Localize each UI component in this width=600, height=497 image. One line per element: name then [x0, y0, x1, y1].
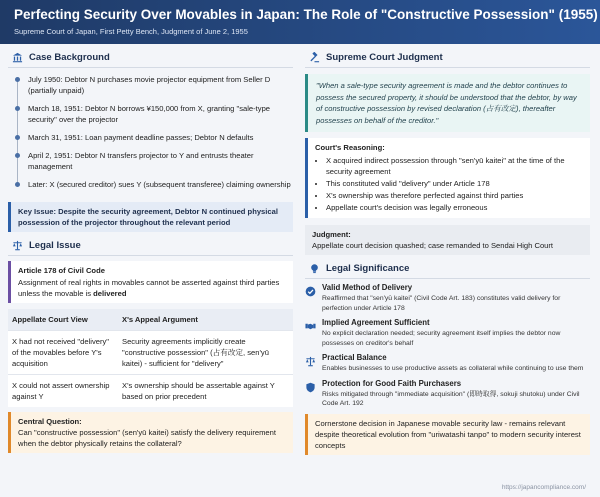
- left-column: [8, 52, 293, 453]
- central-question-box: [8, 412, 293, 453]
- legal-issue-title: Legal Issue: [29, 240, 81, 251]
- scales-icon: [12, 240, 23, 251]
- judgment-heading: [305, 52, 590, 68]
- cornerstone-box: Cornerstone decision in Japanese movable security law - remains relevant despite theoretical evolution from "uriwatashi tanpo" to modern security interest concepts: [305, 414, 590, 455]
- judgment-quote: "When a sale-type security agreement is made and the debtor continues to possess the secured property, it should be understood that the debtor, by way of constructive possession by revised declaration (占有改定), thereafter possesses on behalf of the creditor.": [305, 74, 590, 132]
- page-title: Perfecting Security Over Movables in Japan: The Role of "Constructive Possession" (1955): [14, 7, 598, 22]
- significance-item-desc: No explicit declaration needed; security agreement itself implies the debtor now possesses on creditor's behalf: [322, 330, 561, 347]
- timeline-item: April 2, 1951: Debtor N transfers projector to Y and entrusts theater management: [28, 150, 293, 172]
- page-subtitle: Supreme Court of Japan, First Petty Bench, Judgment of June 2, 1955: [14, 27, 248, 36]
- list-item: • X's ownership was therefore perfected against third parties: [326, 190, 583, 201]
- gavel-icon: [309, 52, 320, 63]
- judgment-title: Supreme Court Judgment: [326, 52, 443, 63]
- timeline: [8, 68, 293, 199]
- article-text: [18, 277, 286, 299]
- table-header: X's Appeal Argument: [118, 309, 293, 331]
- timeline-item: March 18, 1951: Debtor N borrows ¥150,000 from X, granting "sale-type security" over the projector: [28, 103, 293, 125]
- article-box: [8, 261, 293, 303]
- article-text-main: Assignment of real rights in movables cannot be asserted against third parties unless the movable is: [18, 278, 280, 298]
- reasoning-list: [315, 155, 583, 213]
- table-cell: X could not assert ownership against Y: [8, 375, 118, 408]
- table-cell: X's ownership should be assertable against Y based on prior precedent: [118, 375, 293, 408]
- balance-icon: [305, 354, 316, 365]
- article-heading: Article 178 of Civil Code: [18, 266, 105, 275]
- significance-item-title: Implied Agreement Sufficient: [322, 318, 430, 327]
- footer-url: https://japancompliance.com/: [501, 484, 586, 491]
- significance-item: [305, 353, 590, 374]
- judgment-box-heading: Judgment:: [312, 230, 351, 239]
- table-cell: Security agreements implicitly create "constructive possession" (占有改定, sen'yū kaitei) - sufficient for "delivery": [118, 331, 293, 375]
- table-header: Appellate Court View: [8, 309, 118, 331]
- argument-table: [8, 309, 293, 407]
- list-item: • This constituted valid "delivery" under Article 178: [326, 178, 583, 189]
- significance-item-title: Practical Balance: [322, 353, 387, 362]
- significance-item: [305, 283, 590, 313]
- key-issue-box: Key Issue: Despite the security agreement, Debtor N continued physical possession of the projector throughout the relevant period: [8, 202, 293, 232]
- article-text-emphasis: delivered: [93, 289, 127, 298]
- central-question-text: Can "constructive possession" (sen'yū kaitei) satisfy the delivery requirement when the debtor physically retains the collateral?: [18, 428, 276, 448]
- handshake-icon: [305, 319, 316, 330]
- significance-item-title: Protection for Good Faith Purchasers: [322, 378, 462, 388]
- list-item: • Appellate court's decision was legally erroneous: [326, 202, 583, 213]
- significance-list: [305, 283, 590, 409]
- shield-icon: [305, 380, 316, 391]
- bulb-icon: [309, 263, 320, 274]
- table-header-row: [8, 309, 293, 331]
- page-header: [0, 0, 600, 44]
- significance-title: Legal Significance: [326, 263, 410, 274]
- judgment-box-text: Appellate court decision quashed; case remanded to Sendai High Court: [312, 241, 554, 250]
- list-item: • X acquired indirect possession through "sen'yū kaitei" at the time of the security agreement: [326, 155, 583, 177]
- courthouse-icon: [12, 52, 23, 63]
- significance-item: [305, 318, 590, 348]
- significance-heading: [305, 263, 590, 279]
- significance-item-desc: Reaffirmed that "sen'yū kaitei" (Civil Code Art. 183) constitutes valid delivery for perfection under Article 178: [322, 295, 561, 312]
- significance-item-title: Valid Method of Delivery: [322, 283, 413, 292]
- case-background-title: Case Background: [29, 52, 110, 63]
- case-background-heading: [8, 52, 293, 68]
- timeline-item: July 1950: Debtor N purchases movie projector equipment from Seller D (partially unpaid): [28, 74, 293, 96]
- legal-issue-heading: [8, 240, 293, 256]
- significance-item-desc: Risks mitigated through "immediate acquisition" (即時取得, sokuji shutoku) under Civil Code Art. 192: [322, 390, 580, 407]
- central-question-heading: Central Question:: [18, 417, 82, 426]
- timeline-item: Later: X (secured creditor) sues Y (subsequent transferee) claiming ownership: [28, 179, 293, 190]
- table-row: [8, 375, 293, 408]
- reasoning-heading: Court's Reasoning:: [315, 143, 385, 152]
- table-row: [8, 331, 293, 375]
- judgment-box: [305, 225, 590, 255]
- table-cell: X had not received "delivery" of the movables before Y's acquisition: [8, 331, 118, 375]
- significance-item-desc: Enables businesses to use productive assets as collateral while continuing to use them: [322, 365, 584, 372]
- significance-item: [305, 379, 590, 409]
- right-column: [305, 52, 590, 455]
- reasoning-box: [305, 138, 590, 218]
- timeline-item: March 31, 1951: Loan payment deadline passes; Debtor N defaults: [28, 132, 293, 143]
- check-badge-icon: [305, 284, 316, 295]
